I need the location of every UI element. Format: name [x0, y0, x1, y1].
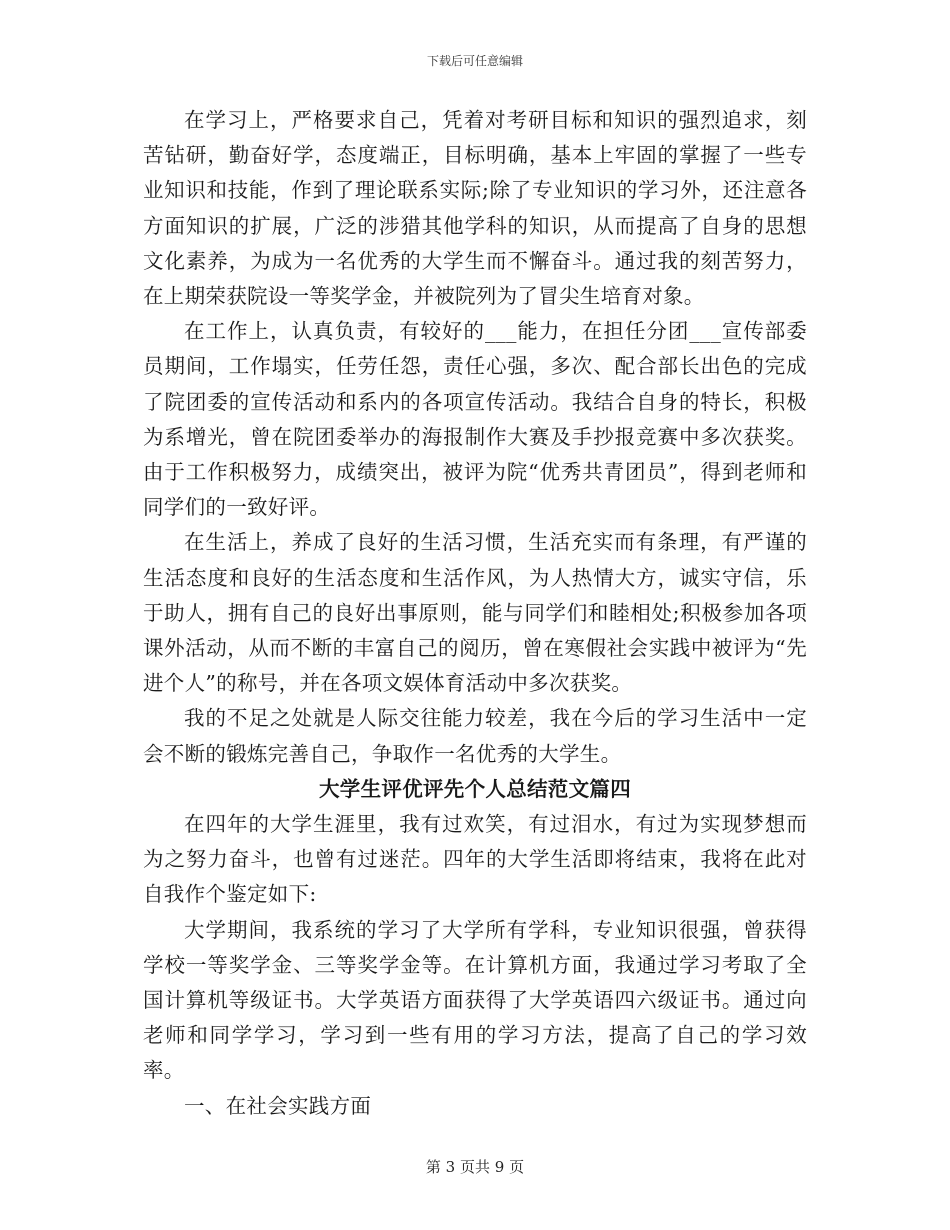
page-footer: 第 3 页共 9 页: [425, 1158, 525, 1176]
paragraph-intro: 在四年的大学生涯里，我有过欢笑，有过泪水，有过为实现梦想而为之努力奋斗，也曾有过迷茫。四年的大学生活即将结束，我将在此对自我作个鉴定如下:: [143, 812, 807, 907]
section-title: 大学生评优评先个人总结范文篇四: [319, 776, 631, 801]
page-header: 下载后可任意编辑: [426, 54, 523, 68]
paragraph-university: 大学期间，我系统的学习了大学所有学科，专业知识很强，曾获得学校一等奖学金、三等奖学金等。在计算机方面，我通过学习考取了全国计算机等级证书。大学英语方面获得了大学英语四六级证书。通过向老师和同学学习，学习到一些有用的学习方法，提高了自己的学习效率。: [143, 917, 807, 1083]
paragraph-shortcomings: 我的不足之处就是人际交往能力较差，我在今后的学习生活中一定会不断的锻炼完善自己，争取作一名优秀的大学生。: [143, 706, 807, 766]
paragraph-life: 在生活上，养成了良好的生活习惯，生活充实而有条理，有严谨的生活态度和良好的生活态度和生活作风，为人热情大方，诚实守信，乐于助人，拥有自己的良好出事原则，能与同学们和睦相处;积极参加各项课外活动，从而不断的丰富自己的阅历，曾在寒假社会实践中被评为“先进个人”的称号，并在各项文娱体育活动中多次获奖。: [143, 530, 807, 696]
document-body: [143, 103, 807, 1124]
paragraph-social-practice: 一、在社会实践方面: [184, 1093, 372, 1118]
paragraph-study: 在学习上，严格要求自己，凭着对考研目标和知识的强烈追求，刻苦钻研，勤奋好学，态度端正，目标明确，基本上牢固的掌握了一些专业知识和技能，作到了理论联系实际;除了专业知识的学习外，还注意各方面知识的扩展，广泛的涉猎其他学科的知识，从而提高了自身的思想文化素养，为成为一名优秀的大学生而不懈奋斗。通过我的刻苦努力，在上期荣获院设一等奖学金，并被院列为了冒尖生培育对象。: [143, 108, 807, 309]
paragraph-work: 在工作上，认真负责，有较好的___能力，在担任分团___宣传部委员期间，工作塌实，任劳任怨，责任心强，多次、配合部长出色的完成了院团委的宣传活动和系内的各项宣传活动。我结合自身的特长，积极为系增光，曾在院团委举办的海报制作大赛及手抄报竞赛中多次获奖。由于工作积极努力，成绩突出，被评为院“优秀共青团员”，得到老师和同学们的一致好评。: [143, 319, 807, 520]
